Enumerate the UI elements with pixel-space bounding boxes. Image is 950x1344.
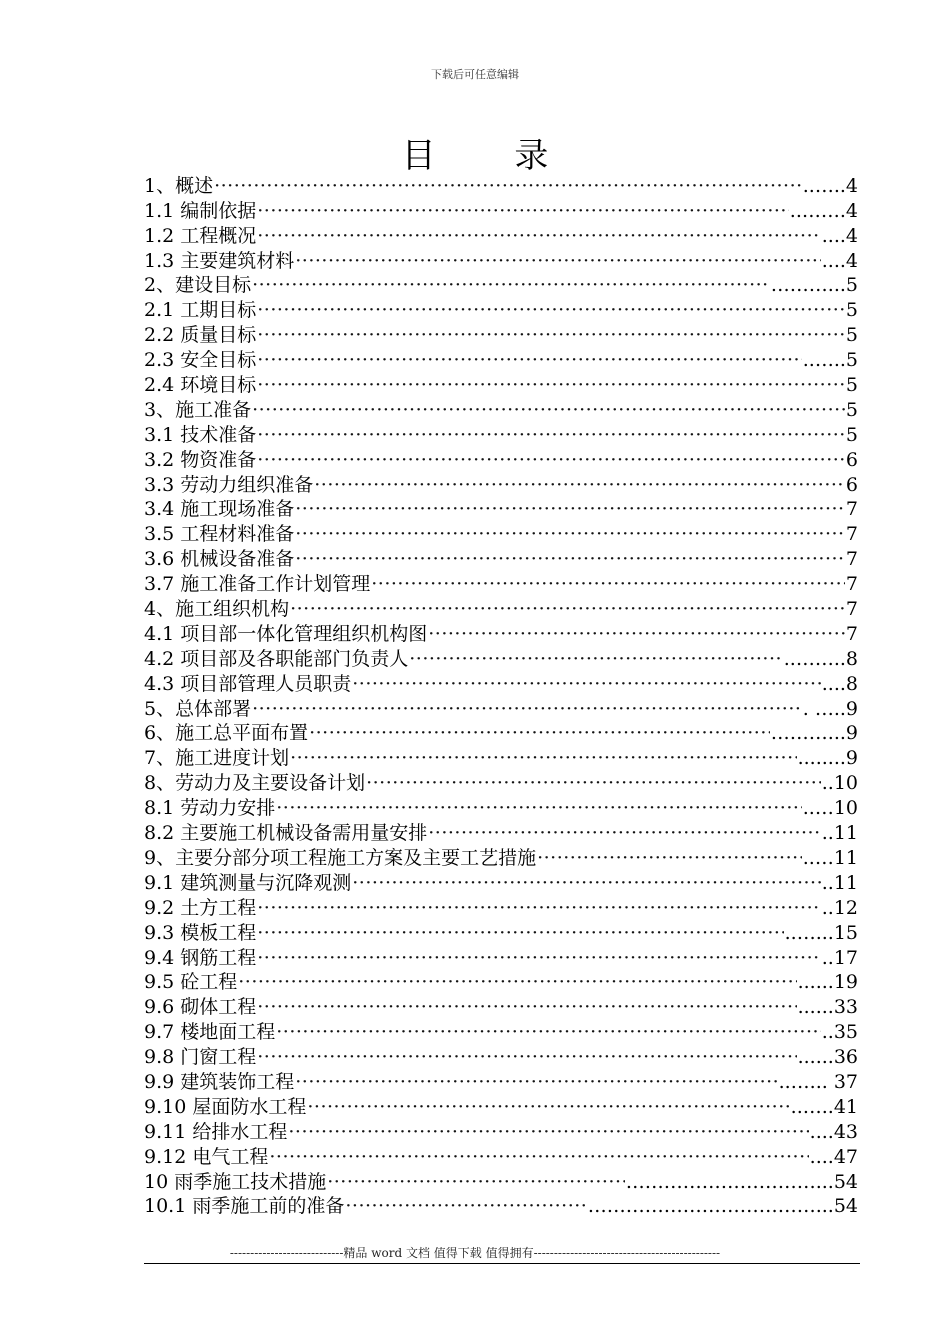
toc-entry-page: ..17 [821,946,858,969]
toc-entry-page: 7 [845,548,858,571]
toc-dot-leader [257,995,796,1019]
toc-dot-leader [428,622,845,646]
toc-entry-label: 4.3 项目部管理人员职责 [144,672,352,695]
toc-entry-page: ....4 [821,224,858,247]
toc-dot-leader [257,224,820,248]
toc-dot-leader [327,1170,624,1194]
toc-entry-page: ......33 [797,996,858,1019]
toc-entry[interactable] [144,596,858,621]
toc-entry-page: ..…... 37 [778,1070,858,1093]
toc-entry-page: ..35 [821,1021,858,1044]
toc-entry-page: . …..9 [802,697,858,720]
toc-entry[interactable] [144,447,858,472]
toc-entry-page: 7 [845,598,858,621]
toc-entry[interactable] [144,571,858,596]
toc-entry-label: 9.3 模板工程 [144,921,257,944]
footer-divider [144,1263,860,1264]
toc-entry[interactable] [144,795,858,820]
toc-entry-page: ....4 [821,249,858,272]
toc-entry-page: ......36 [797,1046,858,1069]
toc-entry-label: 10 雨季施工技术措施 [144,1170,327,1193]
toc-entry-page: 7 [845,498,858,521]
toc-dot-leader [257,298,845,322]
table-of-contents [144,173,858,1218]
toc-entry-page: 5 [845,398,858,421]
toc-entry[interactable] [144,994,858,1019]
toc-entry-page: ..…….4 [789,199,858,222]
toc-entry-page: 5 [845,423,858,446]
toc-entry-page: 7 [845,573,858,596]
toc-entry[interactable] [144,521,858,546]
toc-entry[interactable] [144,1194,858,1219]
toc-entry-page: 7 [845,622,858,645]
toc-entry[interactable] [144,422,858,447]
toc-entry-page: ..12 [821,896,858,919]
toc-entry-label: 6、施工总平面布置 [144,722,309,745]
toc-entry-page: 6 [845,448,858,471]
toc-entry[interactable] [144,173,858,198]
toc-dot-leader [252,398,845,422]
toc-entry-label: 1、概述 [144,174,214,197]
toc-entry-page: ..…..4 [802,174,858,197]
toc-entry-label: 2.4 环境目标 [144,374,257,397]
toc-entry[interactable] [144,945,858,970]
toc-entry-label: 3.3 劳动力组织准备 [144,473,314,496]
toc-entry-page: ....43 [809,1120,858,1143]
toc-entry[interactable] [144,1044,858,1069]
toc-entry[interactable] [144,546,858,571]
toc-entry[interactable] [144,322,858,347]
toc-entry-label: 9.5 砼工程 [144,971,238,994]
toc-entry-label: 4.2 项目部及各职能部门负责人 [144,647,409,670]
toc-entry[interactable] [144,621,858,646]
toc-entry[interactable] [144,721,858,746]
toc-dot-leader [352,871,820,895]
toc-dot-leader [428,821,820,845]
toc-entry-page: ………...5 [770,274,858,297]
toc-dot-leader [257,448,845,472]
toc-entry-label: 4.1 项目部一体化管理组织机构图 [144,622,428,645]
toc-entry-page: ....8 [821,672,858,695]
toc-dot-leader [309,721,770,745]
toc-entry-label: 1.3 主要建筑材料 [144,249,295,272]
toc-entry-label: 2.3 安全目标 [144,349,257,372]
toc-entry-label: 9.11 给排水工程 [144,1120,288,1143]
toc-entry-label: 1.1 编制依据 [144,199,257,222]
toc-entry[interactable] [144,297,858,322]
toc-entry-label: 9.4 钢筋工程 [144,946,257,969]
toc-dot-leader [214,174,802,198]
toc-dot-leader [269,1145,808,1169]
toc-entry[interactable] [144,870,858,895]
toc-entry-label: 2.1 工期目标 [144,299,257,322]
toc-dot-leader [295,1070,777,1094]
toc-dot-leader [257,199,789,223]
toc-entry[interactable] [144,472,858,497]
toc-entry[interactable] [144,671,858,696]
toc-dot-leader [238,970,796,994]
toc-dot-leader [366,771,821,795]
toc-entry[interactable] [144,920,858,945]
toc-dot-leader [257,1045,796,1069]
toc-entry[interactable] [144,223,858,248]
toc-entry[interactable] [144,372,858,397]
toc-entry-label: 3.2 物资准备 [144,448,257,471]
toc-dot-leader [252,273,770,297]
toc-entry[interactable] [144,248,858,273]
toc-entry-label: 3、施工准备 [144,398,252,421]
toc-entry[interactable] [144,397,858,422]
toc-entry[interactable] [144,895,858,920]
toc-entry-label: 9.1 建筑测量与沉降观测 [144,871,352,894]
toc-entry-label: 3.4 施工现场准备 [144,498,295,521]
toc-entry[interactable] [144,273,858,298]
toc-entry[interactable] [144,745,858,770]
page-header: 下载后可任意编辑 [431,68,519,81]
toc-entry-page: 5 [845,324,858,347]
toc-dot-leader [314,473,845,497]
toc-entry-label: 8.1 劳动力安排 [144,797,276,820]
toc-entry-label: 9.7 楼地面工程 [144,1021,276,1044]
toc-dot-leader [290,597,845,621]
toc-dot-leader [371,572,845,596]
toc-entry-label: 10.1 雨季施工前的准备 [144,1195,345,1218]
toc-dot-leader [288,1120,808,1144]
toc-entry-label: 9.2 土方工程 [144,896,257,919]
toc-entry-label: 9.6 砌体工程 [144,996,257,1019]
toc-dot-leader [257,423,845,447]
toc-entry-label: 3.5 工程材料准备 [144,523,295,546]
toc-entry-page: ..…10 [802,797,858,820]
toc-entry-page: ..……..8 [783,647,858,670]
toc-entry[interactable] [144,1169,858,1194]
toc-entry-page: ........9 [797,747,858,770]
toc-entry-page: 5 [845,374,858,397]
toc-entry[interactable] [144,970,858,995]
toc-entry-page: ………………………………...54 [587,1195,858,1218]
toc-entry-label: 3.7 施工准备工作计划管理 [144,573,371,596]
toc-entry-label: 2、建设目标 [144,274,252,297]
toc-entry-page: ..…..5 [802,349,858,372]
toc-entry-label: 5、总体部署 [144,697,252,720]
toc-dot-leader [257,373,845,397]
toc-dot-leader [257,921,783,945]
toc-entry-page: ......19 [797,971,858,994]
toc-entry-label: 9.12 电气工程 [144,1145,269,1168]
toc-entry[interactable] [144,845,858,870]
toc-dot-leader [257,896,820,920]
toc-entry[interactable] [144,497,858,522]
toc-entry-label: 7、施工进度计划 [144,747,290,770]
toc-entry[interactable] [144,198,858,223]
toc-dot-leader [257,348,801,372]
toc-dot-leader [257,946,820,970]
toc-dot-leader [252,697,802,721]
toc-entry-label: 9、主要分部分项工程施工方案及主要工艺措施 [144,846,537,869]
toc-entry[interactable] [144,347,858,372]
toc-entry-page: 7 [845,523,858,546]
toc-entry-label: 9.8 门窗工程 [144,1046,257,1069]
toc-entry-label: 9.9 建筑装饰工程 [144,1070,295,1093]
toc-entry-label: 8、劳动力及主要设备计划 [144,772,366,795]
toc-dot-leader [290,746,797,770]
toc-entry-page: ..…...15 [784,921,858,944]
toc-entry[interactable] [144,1069,858,1094]
toc-entry-page: …………………………...54 [625,1170,858,1193]
toc-dot-leader [295,547,845,571]
toc-entry[interactable] [144,1144,858,1169]
toc-entry-label: 9.10 屋面防水工程 [144,1095,307,1118]
toc-dot-leader [345,1194,586,1218]
toc-dot-leader [295,249,820,273]
toc-entry[interactable] [144,820,858,845]
toc-entry-label: 1.2 工程概况 [144,224,257,247]
page-footer: ----------------------------精品 word 文档 值得下载 值得拥有---------------------------------------------- [229,1246,721,1260]
toc-entry-page: ..…11 [802,846,858,869]
toc-entry[interactable] [144,696,858,721]
toc-entry-label: 2.2 质量目标 [144,324,257,347]
toc-title: 目 录 [401,136,583,176]
toc-dot-leader [307,1095,789,1119]
toc-dot-leader [295,522,845,546]
toc-entry-label: 3.1 技术准备 [144,423,257,446]
toc-entry-page: 5 [845,299,858,322]
toc-entry-label: 4、施工组织机构 [144,598,290,621]
toc-dot-leader [409,647,782,671]
toc-entry-page: ………...9 [770,722,858,745]
toc-entry[interactable] [144,1119,858,1144]
toc-entry[interactable] [144,1094,858,1119]
toc-entry[interactable] [144,646,858,671]
toc-dot-leader [537,846,802,870]
toc-entry-label: 3.6 机械设备准备 [144,548,295,571]
toc-entry-page: 6 [845,473,858,496]
toc-entry-page: ....47 [809,1145,858,1168]
toc-entry[interactable] [144,770,858,795]
toc-entry-page: ..10 [821,772,858,795]
toc-entry-label: 8.2 主要施工机械设备需用量安排 [144,822,428,845]
toc-entry-page: ..…..41 [790,1095,858,1118]
toc-dot-leader [276,1020,820,1044]
toc-entry-page: ..11 [821,871,858,894]
toc-entry-page: ..11 [821,822,858,845]
toc-entry[interactable] [144,1019,858,1044]
toc-dot-leader [352,672,820,696]
toc-dot-leader [257,323,845,347]
toc-dot-leader [295,497,845,521]
toc-dot-leader [276,796,801,820]
